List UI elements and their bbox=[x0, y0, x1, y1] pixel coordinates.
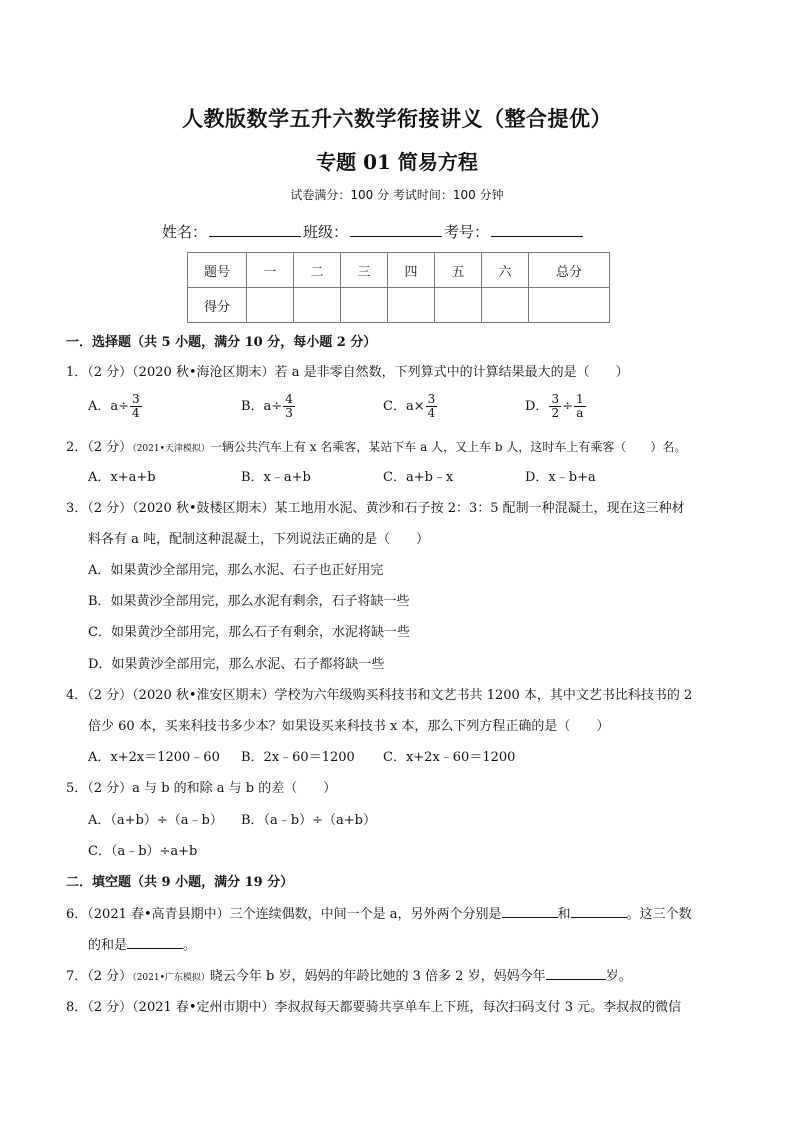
table-cell: 一 bbox=[247, 253, 294, 288]
q6-text-3: 。这三个数 bbox=[626, 907, 692, 922]
q1-option-a bbox=[88, 393, 143, 420]
q2-option-c: C．a+b﹣x bbox=[383, 470, 454, 485]
question-6-line-2 bbox=[88, 934, 196, 953]
name-label: 姓名： bbox=[162, 223, 208, 241]
q1-option-d bbox=[525, 393, 587, 420]
q2-option-d: D．x﹣b+a bbox=[525, 470, 596, 485]
question-3-line-2: 料各有 a 吨，配制这种混凝土，下列说法正确的是（ ） bbox=[88, 532, 430, 547]
section-heading-fill: 二．填空题（共 9 小题，满分 19 分） bbox=[66, 875, 294, 890]
q1-a-label: A．a÷ bbox=[88, 399, 130, 414]
q4-option-b: B．2x﹣60＝1200 bbox=[241, 750, 355, 765]
question-4-line-1: 4．（2 分）（2020 秋•淮安区期末）学校为六年级购买科技书和文艺书共 1200 本，其中文艺书比科技书的 2 bbox=[66, 688, 693, 703]
q7-prefix: 7．（2 分） bbox=[66, 969, 133, 984]
section-heading-choice: 一．选择题（共 5 小题，满分 10 分，每小题 2 分） bbox=[66, 335, 377, 350]
fraction bbox=[574, 393, 586, 420]
id-label: 考号： bbox=[444, 223, 490, 241]
q7-body: 晓云今年 b 岁，妈妈的年龄比她的 3 倍多 2 岁，妈妈今年 bbox=[209, 969, 546, 984]
table-cell: 三 bbox=[341, 253, 388, 288]
question-7-text bbox=[66, 965, 632, 984]
answer-blank[interactable] bbox=[571, 905, 627, 918]
class-field[interactable] bbox=[350, 222, 442, 237]
q2-body: 一辆公共汽车上有 x 名乘客，某站下车 a 人，又上车 b 人，这时车上有乘客（ ）名。 bbox=[209, 440, 687, 454]
score-cell[interactable] bbox=[388, 288, 435, 323]
table-cell: 五 bbox=[435, 253, 482, 288]
fraction bbox=[130, 393, 142, 420]
score-cell[interactable] bbox=[294, 288, 341, 323]
score-cell[interactable] bbox=[529, 288, 610, 323]
question-3-line-1: 3．（2 分）（2020 秋•鼓楼区期末）某工地用水泥、黄沙和石子按 2：3：5 配制一种混凝土，现在这三种材 bbox=[66, 501, 685, 516]
denominator: a bbox=[576, 406, 584, 420]
table-cell: 题号 bbox=[188, 253, 247, 288]
q1-d-label: D． bbox=[525, 399, 549, 414]
id-field[interactable] bbox=[491, 222, 583, 237]
q4-option-a: A．x+2x＝1200﹣60 bbox=[88, 750, 220, 765]
denominator: 3 bbox=[285, 406, 293, 420]
denominator: 4 bbox=[132, 406, 140, 420]
score-cell[interactable] bbox=[341, 288, 388, 323]
divide-sign: ÷ bbox=[562, 399, 573, 414]
q7-end: 岁。 bbox=[605, 969, 632, 984]
fraction bbox=[549, 393, 561, 420]
fraction bbox=[426, 393, 438, 420]
q3-option-b: B．如果黄沙全部用完，那么水泥有剩余，石子将缺一些 bbox=[88, 594, 410, 609]
student-info-row bbox=[162, 221, 585, 242]
table-cell: 得分 bbox=[188, 288, 247, 323]
score-table bbox=[187, 252, 610, 323]
score-cell[interactable] bbox=[435, 288, 482, 323]
q4-option-c: C．x+2x﹣60＝1200 bbox=[383, 750, 516, 765]
q6-text-2: 和 bbox=[557, 907, 571, 922]
numerator: 3 bbox=[427, 392, 436, 406]
q2-source: （2021•天津模拟） bbox=[132, 444, 210, 454]
score-table-score-row bbox=[188, 288, 610, 323]
q2-option-b: B．x﹣a+b bbox=[241, 470, 311, 485]
q6-text-1: 6．（2021 春•高青县期中）三个连续偶数，中间一个是 a，另外两个分别是 bbox=[66, 907, 502, 922]
score-table-header-row bbox=[188, 253, 610, 288]
q6-text-5: 。 bbox=[183, 938, 197, 953]
fraction bbox=[283, 393, 295, 420]
numerator: 3 bbox=[551, 392, 560, 406]
q2-option-a: A．x+a+b bbox=[88, 470, 156, 485]
table-cell: 四 bbox=[388, 253, 435, 288]
table-cell: 总分 bbox=[529, 253, 610, 288]
q1-option-c bbox=[383, 393, 438, 420]
denominator: 2 bbox=[551, 406, 560, 420]
q5-option-a: A．（a+b）÷（a﹣b） bbox=[88, 813, 223, 828]
q3-option-c: C．如果黄沙全部用完，那么石子有剩余，水泥将缺一些 bbox=[88, 625, 410, 640]
question-1-text: 1．（2 分）（2020 秋•海沧区期末）若 a 是非零自然数，下列算式中的计算结果最大的是（ ） bbox=[66, 365, 629, 380]
question-4-line-2: 倍少 60 本，买来科技书多少本？如果设买来科技书 x 本，那么下列方程正确的是（ ） bbox=[88, 719, 610, 734]
question-6-line-1 bbox=[66, 903, 692, 922]
class-label: 班级： bbox=[303, 223, 349, 241]
q2-prefix: 2．（2 分） bbox=[66, 440, 133, 455]
denominator: 4 bbox=[427, 406, 436, 420]
table-cell: 六 bbox=[482, 253, 529, 288]
question-8-line-1: 8．（2 分）（2021 春•定州市期中）李叔叔每天都要骑共享单车上下班，每次扫码支付 3 元。李叔叔的微信 bbox=[66, 1000, 682, 1015]
answer-blank[interactable] bbox=[502, 905, 558, 918]
answer-blank[interactable] bbox=[127, 936, 183, 949]
score-cell[interactable] bbox=[482, 288, 529, 323]
q7-source: （2021•广东模拟） bbox=[132, 973, 210, 983]
score-cell[interactable] bbox=[247, 288, 294, 323]
exam-info: 试卷满分：100 分 考试时间：100 分钟 bbox=[290, 188, 504, 202]
q5-option-b: B．（a﹣b）÷（a+b） bbox=[241, 813, 376, 828]
answer-blank[interactable] bbox=[546, 967, 606, 980]
q3-option-a: A．如果黄沙全部用完，那么水泥、石子也正好用完 bbox=[88, 563, 384, 578]
document-subtitle: 专题 01 简易方程 bbox=[316, 150, 478, 174]
q1-b-label: B．a÷ bbox=[241, 399, 283, 414]
q3-option-d: D．如果黄沙全部用完，那么水泥、石子都将缺一些 bbox=[88, 657, 385, 672]
numerator: 1 bbox=[575, 392, 584, 406]
numerator: 4 bbox=[285, 392, 293, 406]
table-cell: 二 bbox=[294, 253, 341, 288]
name-field[interactable] bbox=[209, 222, 301, 237]
q1-option-b bbox=[241, 393, 296, 420]
question-5-text: 5．（2 分）a 与 b 的和除 a 与 b 的差（ ） bbox=[66, 781, 337, 796]
q5-option-c: C．（a﹣b）÷a+b bbox=[88, 844, 198, 859]
q6-text-4: 的和是 bbox=[88, 938, 128, 953]
document-title: 人教版数学五升六数学衔接讲义（整合提优） bbox=[182, 106, 612, 131]
question-2-text bbox=[66, 436, 686, 455]
numerator: 3 bbox=[132, 392, 140, 406]
q1-c-label: C．a× bbox=[383, 399, 425, 414]
